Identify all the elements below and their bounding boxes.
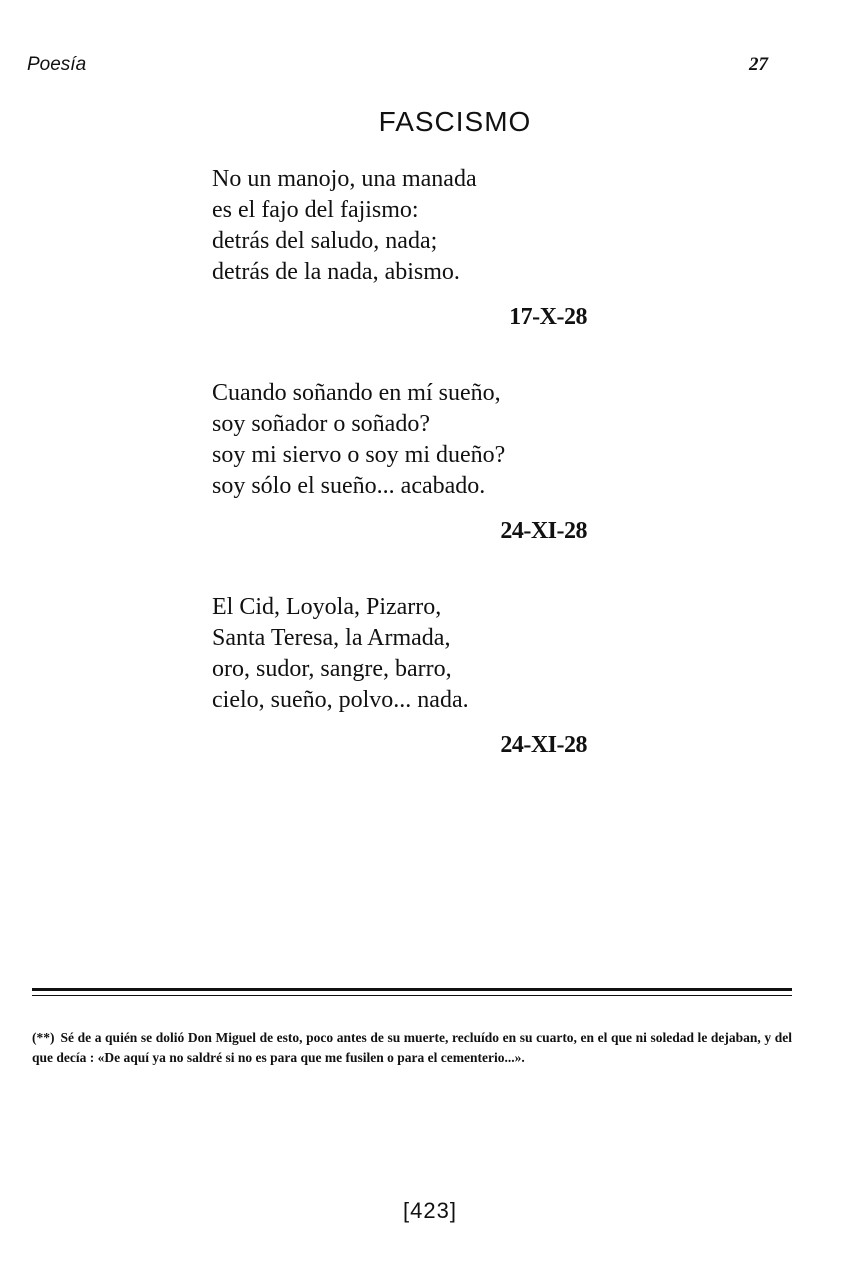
verse-line: El Cid, Loyola, Pizarro, bbox=[212, 594, 442, 620]
verse-line: soy mi siervo o soy mi dueño? bbox=[212, 442, 506, 468]
footnote-divider-thick bbox=[32, 988, 792, 991]
footnote bbox=[32, 1028, 792, 1068]
running-head-section: Poesía bbox=[27, 54, 87, 75]
stanza-date: 24-XI-28 bbox=[500, 518, 587, 544]
verse-line: soy soñador o soñado? bbox=[212, 411, 430, 437]
stanza-1 bbox=[212, 164, 592, 331]
verse-line: Cuando soñando en mí sueño, bbox=[212, 380, 501, 406]
verse-line: es el fajo del fajismo: bbox=[212, 197, 419, 223]
footnote-text: Sé de a quién se dolió Don Miguel de esto, poco antes de su muerte, recluído en su cuarto, en el que ni soledad le dejaban, y del que decía : «De aquí ya no saldré si no es para que me fusilen o para el cementerio...». bbox=[32, 1030, 792, 1065]
verse-line: detrás de la nada, abismo. bbox=[212, 259, 460, 285]
verse-line: cielo, sueño, polvo... nada. bbox=[212, 687, 469, 713]
page-number: [423] bbox=[403, 1198, 457, 1223]
stanza-2 bbox=[212, 378, 592, 545]
verse-line: Santa Teresa, la Armada, bbox=[212, 625, 451, 651]
poem-title: FASCISMO bbox=[378, 106, 532, 137]
verse-line: detrás del saludo, nada; bbox=[212, 228, 438, 254]
verse-line: oro, sudor, sangre, barro, bbox=[212, 656, 452, 682]
stanza-date: 17-X-28 bbox=[509, 304, 587, 330]
verse-line: No un manojo, una manada bbox=[212, 166, 477, 192]
stanza-3 bbox=[212, 592, 592, 759]
footnote-marker: (**) bbox=[32, 1030, 55, 1045]
running-head-page-number: 27 bbox=[749, 54, 768, 75]
stanza-date: 24-XI-28 bbox=[500, 732, 587, 758]
verse-line: soy sólo el sueño... acabado. bbox=[212, 473, 486, 499]
footnote-divider-thin bbox=[32, 995, 792, 996]
